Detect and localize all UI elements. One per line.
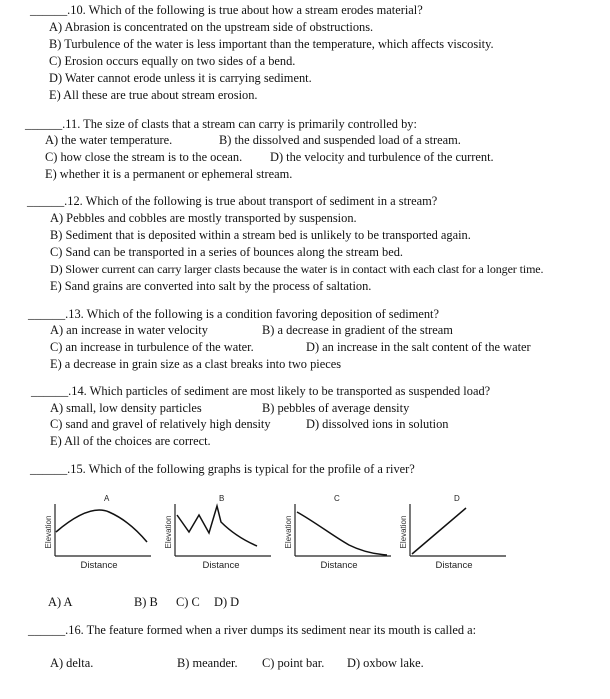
graph-b-curve xyxy=(177,506,257,546)
q13-option-c: C) an increase in turbulence of the water. xyxy=(50,340,254,354)
q16-option-a: A) delta. xyxy=(50,656,94,670)
graph-c-ylabel: Elevation xyxy=(284,515,293,549)
q13-option-d: D) an increase in the salt content of the water xyxy=(306,340,531,354)
q16-option-b: B) meander. xyxy=(177,656,238,670)
q15-option-b: B) B xyxy=(134,595,158,609)
q14-option-a: A) small, low density particles xyxy=(50,401,202,415)
q11-option-a: A) the water temperature. xyxy=(45,133,173,147)
q11-option-d: D) the velocity and turbulence of the current. xyxy=(270,150,494,164)
graph-b-letter: B xyxy=(219,494,225,503)
graph-d xyxy=(392,492,512,572)
graph-a-ylabel: Elevation xyxy=(44,515,53,549)
graph-a-xlabel: Distance xyxy=(80,560,118,571)
q11-option-b: B) the dissolved and suspended load of a stream. xyxy=(219,133,461,147)
graph-d-xlabel: Distance xyxy=(435,560,473,571)
graph-b-xlabel: Distance xyxy=(202,560,240,571)
graph-b xyxy=(157,492,277,572)
graph-d-curve xyxy=(412,508,466,554)
graph-d-letter: D xyxy=(454,494,460,503)
graph-a xyxy=(37,492,157,572)
q13-option-b: B) a decrease in gradient of the stream xyxy=(262,323,453,337)
q14-option-d: D) dissolved ions in solution xyxy=(306,417,449,431)
q13-option-a: A) an increase in water velocity xyxy=(50,323,208,337)
q11-option-c: C) how close the stream is to the ocean. xyxy=(45,150,243,164)
graph-a-letter: A xyxy=(104,494,110,503)
graph-c xyxy=(277,492,397,572)
q15-option-c: C) C xyxy=(176,595,200,609)
q16-option-c: C) point bar. xyxy=(262,656,325,670)
q14-option-c: C) sand and gravel of relatively high density xyxy=(50,417,271,431)
q15-option-d: D) D xyxy=(214,595,240,609)
graph-b-ylabel: Elevation xyxy=(164,515,173,549)
graph-d-ylabel: Elevation xyxy=(399,515,408,549)
graph-a-curve xyxy=(56,510,147,542)
q14-option-b: B) pebbles of average density xyxy=(262,401,410,415)
graph-c-letter: C xyxy=(334,494,340,503)
graph-c-curve xyxy=(297,512,387,555)
q15-option-a: A) A xyxy=(48,595,73,609)
graph-c-xlabel: Distance xyxy=(320,560,358,571)
q16-option-d: D) oxbow lake. xyxy=(347,656,424,670)
